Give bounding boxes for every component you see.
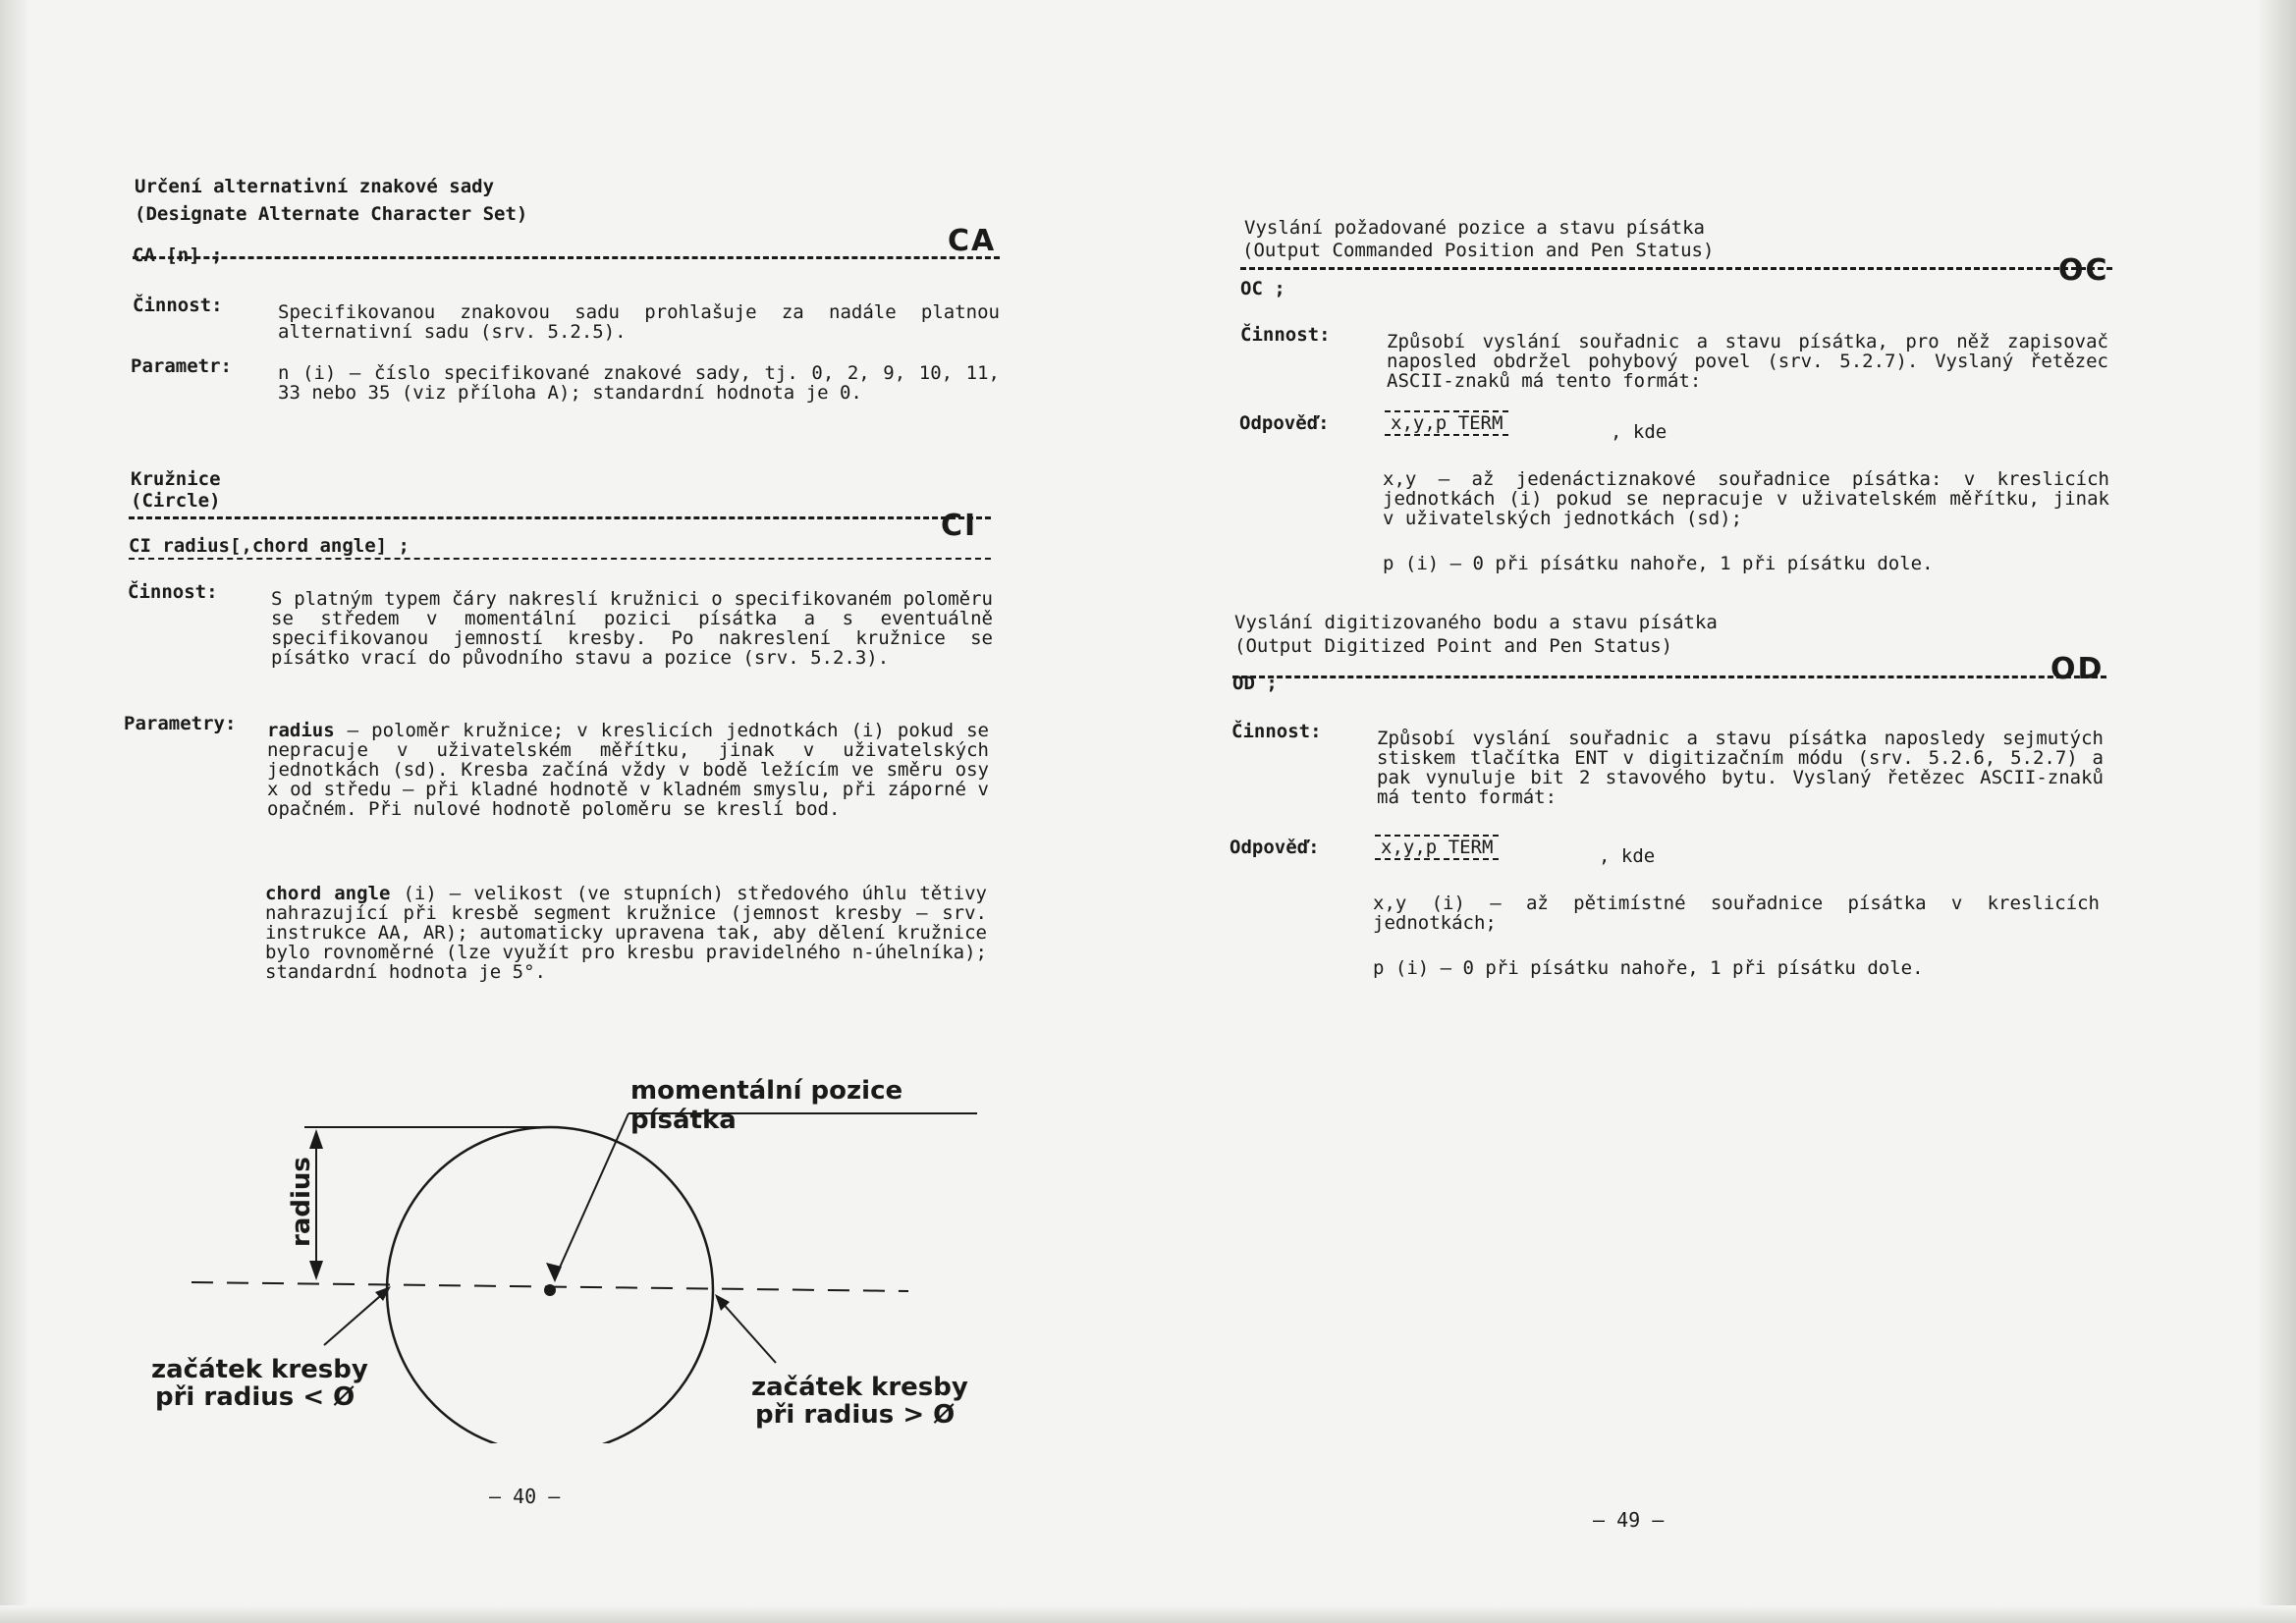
oc-divider bbox=[1240, 267, 2112, 270]
ci-radius-param-name: radius bbox=[267, 720, 335, 741]
start-neg-label-line2: při radius < Ø bbox=[155, 1382, 355, 1412]
ca-parametr-text: n (i) – číslo specifikované znakové sady, tj. 0, 2, 9, 10, 11, 33 nebo 35 (viz příloha A); standardní hodnota je 0. bbox=[278, 362, 1000, 404]
ci-chord-param-name: chord angle bbox=[265, 883, 391, 904]
od-cinnost-text: Způsobí vyslání souřadnic a stavu písátka naposledy sejmutých stiskem tlačítka ENT v digitizačním módu (srv. 5.2.6, 5.2.7) a pak vynuluje bit 2 stavového bytu. Vyslaný řetězec ASCII-znaků má tento formát: bbox=[1377, 728, 2104, 808]
radius-label: radius bbox=[287, 1157, 316, 1247]
od-response-format-text: x,y,p TERM bbox=[1381, 837, 1494, 858]
od-syntax: OD ; bbox=[1232, 673, 1278, 694]
oc-title: Vyslání požadované pozice a stavu písátka bbox=[1244, 217, 1705, 239]
oc-cinnost-text: Způsobí vyslání souřadnic a stavu písátka, pro něž zapisovač naposled obdržel pohybový povel (srv. 5.2.7). Vyslaný řetězec ASCII-znaků má tento formát: bbox=[1387, 331, 2108, 392]
ci-chord-param bbox=[265, 884, 987, 982]
start-neg-pointer bbox=[324, 1290, 387, 1345]
scan-shadow-bottom bbox=[0, 1605, 2296, 1623]
radius-arrow-bottom bbox=[309, 1261, 323, 1280]
ci-subtitle: (Circle) bbox=[131, 490, 221, 512]
od-subtitle: (Output Digitized Point and Pen Status) bbox=[1234, 635, 1673, 657]
od-title: Vyslání digitizovaného bodu a stavu písátka bbox=[1234, 612, 1718, 633]
oc-subtitle: (Output Commanded Position and Pen Status) bbox=[1242, 240, 1715, 261]
ci-chord-param-text: (i) – velikost (ve stupních) středového úhlu tětivy nahrazující při kresbě segment kružnice (jemnost kresby – srv. instrukce AA, AR); automaticky upravena tak, aby dělení kružnice bylo rovnoměrné (lze využít pro kresbu pravidelného n-úhelníka); standardní hodnota je 5°. bbox=[265, 883, 987, 983]
od-odpoved-label: Odpověď: bbox=[1230, 837, 1320, 858]
oc-xy-param: x,y – až jedenáctiznakové souřadnice písátka: v kreslicích jednotkách (i) pokud se nepracuje v uživatelském měřítku, jinak v uživatelských jednotkách (sd); bbox=[1383, 468, 2109, 529]
oc-response-format-text: x,y,p TERM bbox=[1391, 412, 1503, 434]
center-point bbox=[544, 1284, 556, 1296]
ca-title: Určení alternativní znakové sady bbox=[135, 176, 495, 197]
od-xy-param: x,y (i) – až pětimístné souřadnice písátka v kreslicích jednotkách; bbox=[1373, 893, 2100, 934]
current-pos-label: momentální pozice písátka bbox=[630, 1076, 903, 1135]
ca-code-badge: CA bbox=[948, 224, 997, 258]
od-response-format bbox=[1375, 835, 1499, 860]
ca-cinnost-text: Specifikovanou znakovou sadu prohlašuje za nadále platnou alternativní sadu (srv. 5.2.5). bbox=[278, 301, 1000, 343]
current-pos-arrowhead bbox=[546, 1263, 562, 1282]
start-pos-label-line1: začátek kresby bbox=[751, 1373, 968, 1402]
ci-code-badge: CI bbox=[941, 509, 978, 543]
start-pos-label-line2: při radius > Ø bbox=[755, 1400, 956, 1430]
start-neg-label-line1: začátek kresby bbox=[151, 1355, 368, 1384]
oc-cinnost-label: Činnost: bbox=[1240, 324, 1331, 346]
od-code-badge: OD bbox=[2050, 652, 2105, 686]
circle-diagram bbox=[151, 1070, 992, 1447]
ca-syntax: CA [n] ; bbox=[133, 244, 223, 266]
oc-response-format bbox=[1385, 410, 1508, 436]
radius-arrow-top bbox=[309, 1129, 323, 1149]
right-page-number: – 49 – bbox=[1593, 1508, 1665, 1532]
oc-odpoved-label: Odpověď: bbox=[1239, 412, 1330, 434]
oc-p-param: p (i) – 0 při písátku nahoře, 1 při písátku dole. bbox=[1383, 553, 1934, 574]
oc-syntax: OC ; bbox=[1240, 278, 1285, 299]
ci-syntax: CI radius[,chord angle] ; bbox=[129, 535, 410, 557]
od-cinnost-label: Činnost: bbox=[1231, 721, 1322, 742]
current-pos-pointer bbox=[555, 1113, 629, 1278]
ca-divider bbox=[133, 256, 1000, 259]
ci-divider bbox=[129, 516, 991, 519]
ci-syntax-underline bbox=[129, 558, 991, 560]
start-pos-pointer bbox=[719, 1299, 776, 1363]
ca-cinnost-label: Činnost: bbox=[133, 295, 223, 316]
ca-subtitle: (Designate Alternate Character Set) bbox=[135, 203, 528, 225]
ci-radius-param bbox=[267, 721, 989, 819]
od-format-suffix: , kde bbox=[1599, 845, 1656, 867]
ci-radius-param-text: – poloměr kružnice; v kreslicích jednotkách (i) pokud se nepracuje v uživatelském měřítku, jinak v uživatelských jednotkách (sd). Kresba začíná vždy v bodě ležícím ve směru osy x od středu – při kladné hodnotě v kladném smyslu, při záporné v opačném. Při nulové hodnotě poloměru se kreslí bod. bbox=[267, 720, 989, 820]
scan-shadow-left bbox=[0, 0, 29, 1623]
od-divider bbox=[1232, 676, 2106, 678]
ci-title: Kružnice bbox=[131, 468, 221, 490]
ci-parametry-label: Parametry: bbox=[124, 713, 237, 734]
ci-cinnost-text: S platným typem čáry nakreslí kružnici o specifikovaném poloměru se středem v momentální pozici písátka a s eventuálně specifikovanou jemností kresby. Po nakreslení kružnice se písátko vrací do původního stavu a pozice (srv. 5.2.3). bbox=[271, 588, 993, 669]
left-page-number: – 40 – bbox=[489, 1485, 561, 1508]
oc-format-suffix: , kde bbox=[1611, 421, 1667, 443]
oc-code-badge: OC bbox=[2058, 253, 2109, 288]
ca-parametr-label: Parametr: bbox=[131, 355, 232, 377]
ci-cinnost-label: Činnost: bbox=[128, 581, 218, 603]
od-p-param: p (i) – 0 při písátku nahoře, 1 při písátku dole. bbox=[1373, 957, 1924, 979]
scan-shadow-right bbox=[2257, 0, 2296, 1623]
